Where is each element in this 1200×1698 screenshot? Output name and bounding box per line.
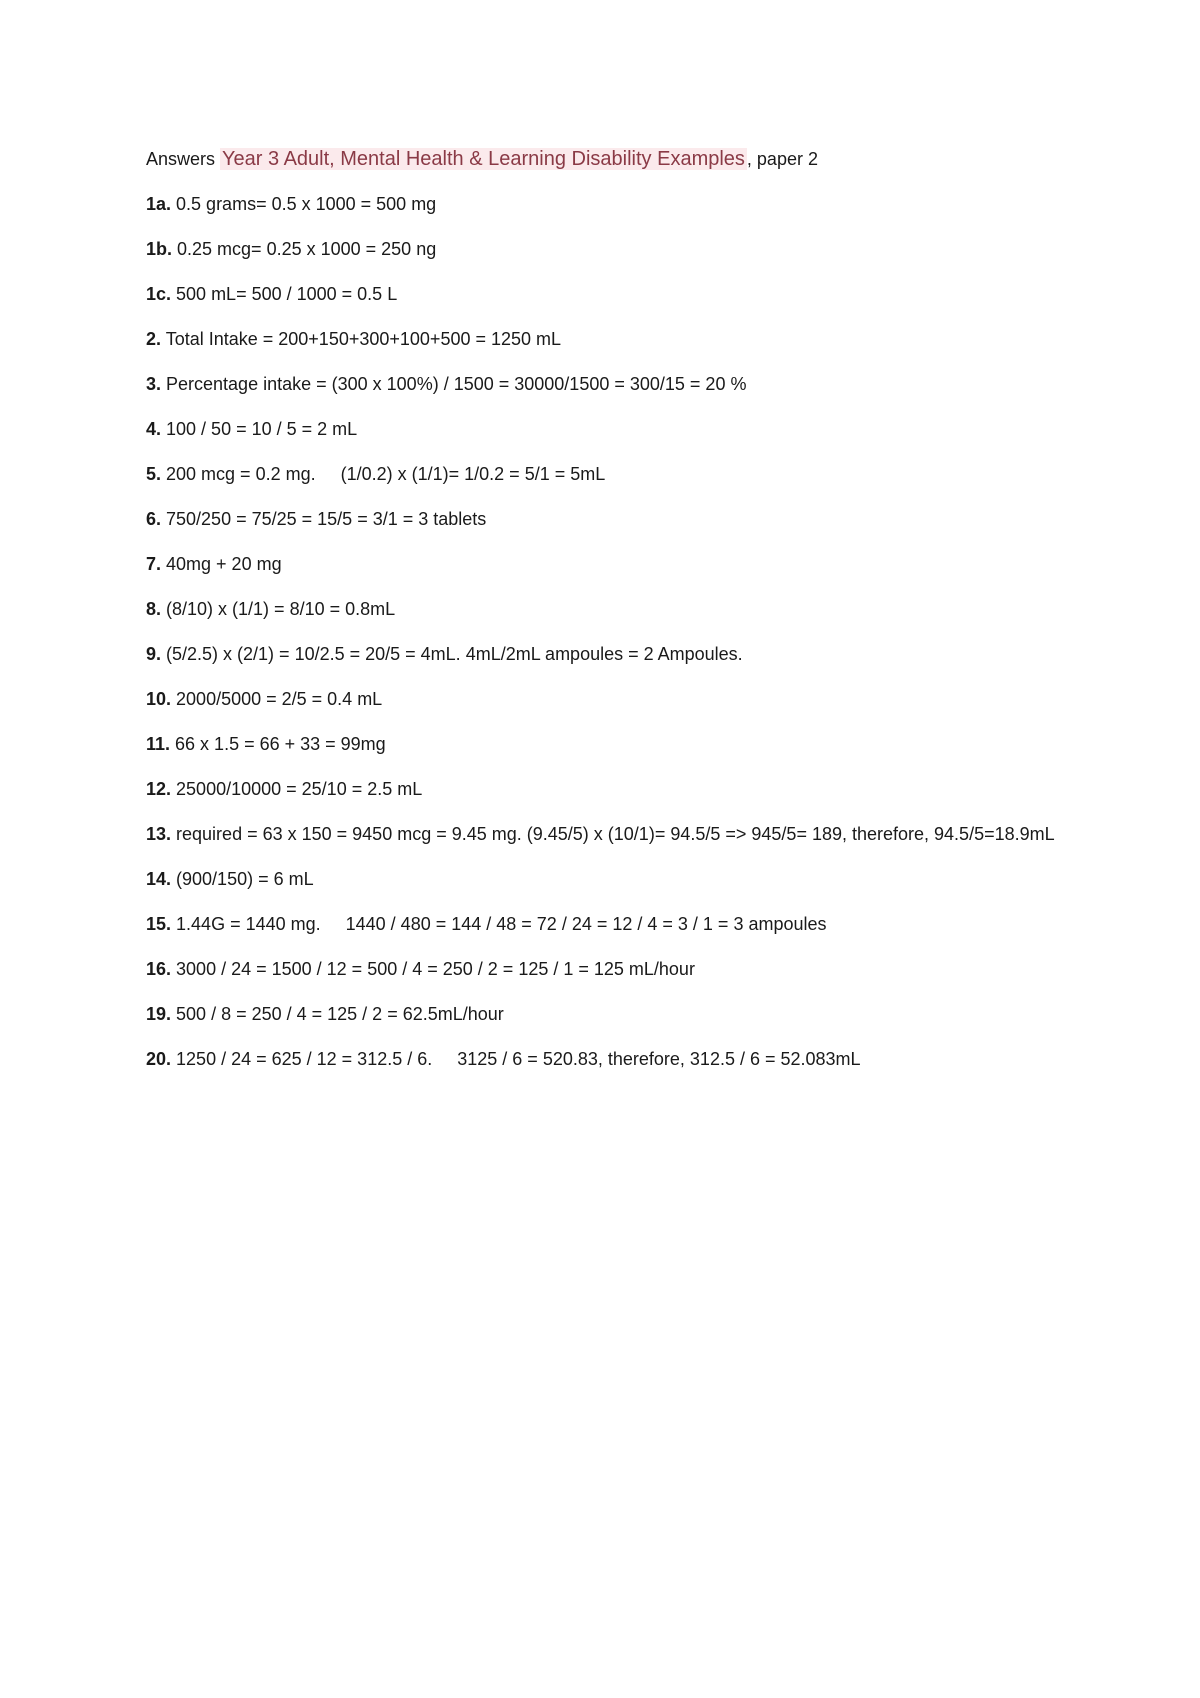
answer-2 [146, 325, 1076, 353]
answer-text: 1.44G = 1440 mg. 1440 / 480 = 144 / 48 = 72 / 24 = 12 / 4 = 3 / 1 = 3 ampoules [171, 914, 827, 934]
answer-6 [146, 505, 1076, 533]
answer-1b [146, 235, 1076, 263]
answer-text: 750/250 = 75/25 = 15/5 = 3/1 = 3 tablets [161, 509, 487, 529]
answer-number: 9. [146, 644, 162, 664]
answer-text: 40mg + 20 mg [161, 554, 282, 574]
answer-16 [146, 955, 1076, 983]
answer-number: 6. [146, 509, 162, 529]
answer-text: 500 / 8 = 250 / 4 = 125 / 2 = 62.5mL/hour [171, 1004, 504, 1024]
answer-number: 3. [146, 374, 162, 394]
answer-text: 1250 / 24 = 625 / 12 = 312.5 / 6. 3125 / 6 = 520.83, therefore, 312.5 / 6 = 52.083mL [171, 1049, 861, 1069]
answer-14 [146, 865, 1076, 893]
answer-7 [146, 550, 1076, 578]
answer-4 [146, 415, 1076, 443]
title-prefix: Answers [146, 149, 221, 169]
answer-12 [146, 775, 1076, 803]
answer-number: 8. [146, 599, 162, 619]
answer-19 [146, 1000, 1076, 1028]
document-body [146, 145, 1076, 1090]
answer-number: 7. [146, 554, 162, 574]
answer-3 [146, 370, 1076, 398]
answer-text: Percentage intake = (300 x 100%) / 1500 = 30000/1500 = 300/15 = 20 % [161, 374, 747, 394]
answer-1c [146, 280, 1076, 308]
answer-text: 25000/10000 = 25/10 = 2.5 mL [171, 779, 423, 799]
answer-text: 500 mL= 500 / 1000 = 0.5 L [171, 284, 398, 304]
answer-9 [146, 640, 1076, 668]
answer-20 [146, 1045, 1076, 1073]
answer-number: 15. [146, 914, 172, 934]
answer-8 [146, 595, 1076, 623]
answer-number: 4. [146, 419, 162, 439]
answer-number: 12. [146, 779, 172, 799]
answer-number: 14. [146, 869, 172, 889]
document-title [146, 145, 1076, 173]
answer-text: 0.5 grams= 0.5 x 1000 = 500 mg [171, 194, 437, 214]
answer-text: 3000 / 24 = 1500 / 12 = 500 / 4 = 250 / 2 = 125 / 1 = 125 mL/hour [171, 959, 695, 979]
answer-text: (5/2.5) x (2/1) = 10/2.5 = 20/5 = 4mL. 4mL/2mL ampoules = 2 Ampoules. [161, 644, 743, 664]
answer-number: 10. [146, 689, 172, 709]
answer-number: 1b. [146, 239, 173, 259]
answer-number: 1a. [146, 194, 172, 214]
answer-number: 19. [146, 1004, 172, 1024]
answer-10 [146, 685, 1076, 713]
answer-text: (900/150) = 6 mL [171, 869, 314, 889]
answer-number: 13. [146, 824, 172, 844]
answer-number: 1c. [146, 284, 172, 304]
answer-text: (8/10) x (1/1) = 8/10 = 0.8mL [161, 599, 396, 619]
answer-text: required = 63 x 150 = 9450 mcg = 9.45 mg. (9.45/5) x (10/1)= 94.5/5 => 945/5= 189, therefore, 94.5/5=18.9mL [171, 824, 1055, 844]
answer-13 [146, 820, 1076, 848]
answer-5 [146, 460, 1076, 488]
answer-number: 16. [146, 959, 172, 979]
answer-text: 0.25 mcg= 0.25 x 1000 = 250 ng [172, 239, 437, 259]
answer-number: 2. [146, 329, 162, 349]
answer-number: 11. [146, 734, 171, 754]
answer-1a [146, 190, 1076, 218]
title-highlight: Year 3 Adult, Mental Health & Learning Disability Examples [222, 148, 745, 170]
answer-text: 200 mcg = 0.2 mg. (1/0.2) x (1/1)= 1/0.2 = 5/1 = 5mL [161, 464, 606, 484]
title-suffix: , paper 2 [746, 149, 818, 169]
answer-number: 20. [146, 1049, 172, 1069]
answer-text: Total Intake = 200+150+300+100+500 = 1250 mL [161, 329, 562, 349]
answer-11 [146, 730, 1076, 758]
answer-text: 2000/5000 = 2/5 = 0.4 mL [171, 689, 383, 709]
answer-text: 66 x 1.5 = 66 + 33 = 99mg [170, 734, 386, 754]
answer-text: 100 / 50 = 10 / 5 = 2 mL [161, 419, 358, 439]
answer-15 [146, 910, 1076, 938]
answer-list [146, 190, 1076, 1073]
answer-number: 5. [146, 464, 162, 484]
